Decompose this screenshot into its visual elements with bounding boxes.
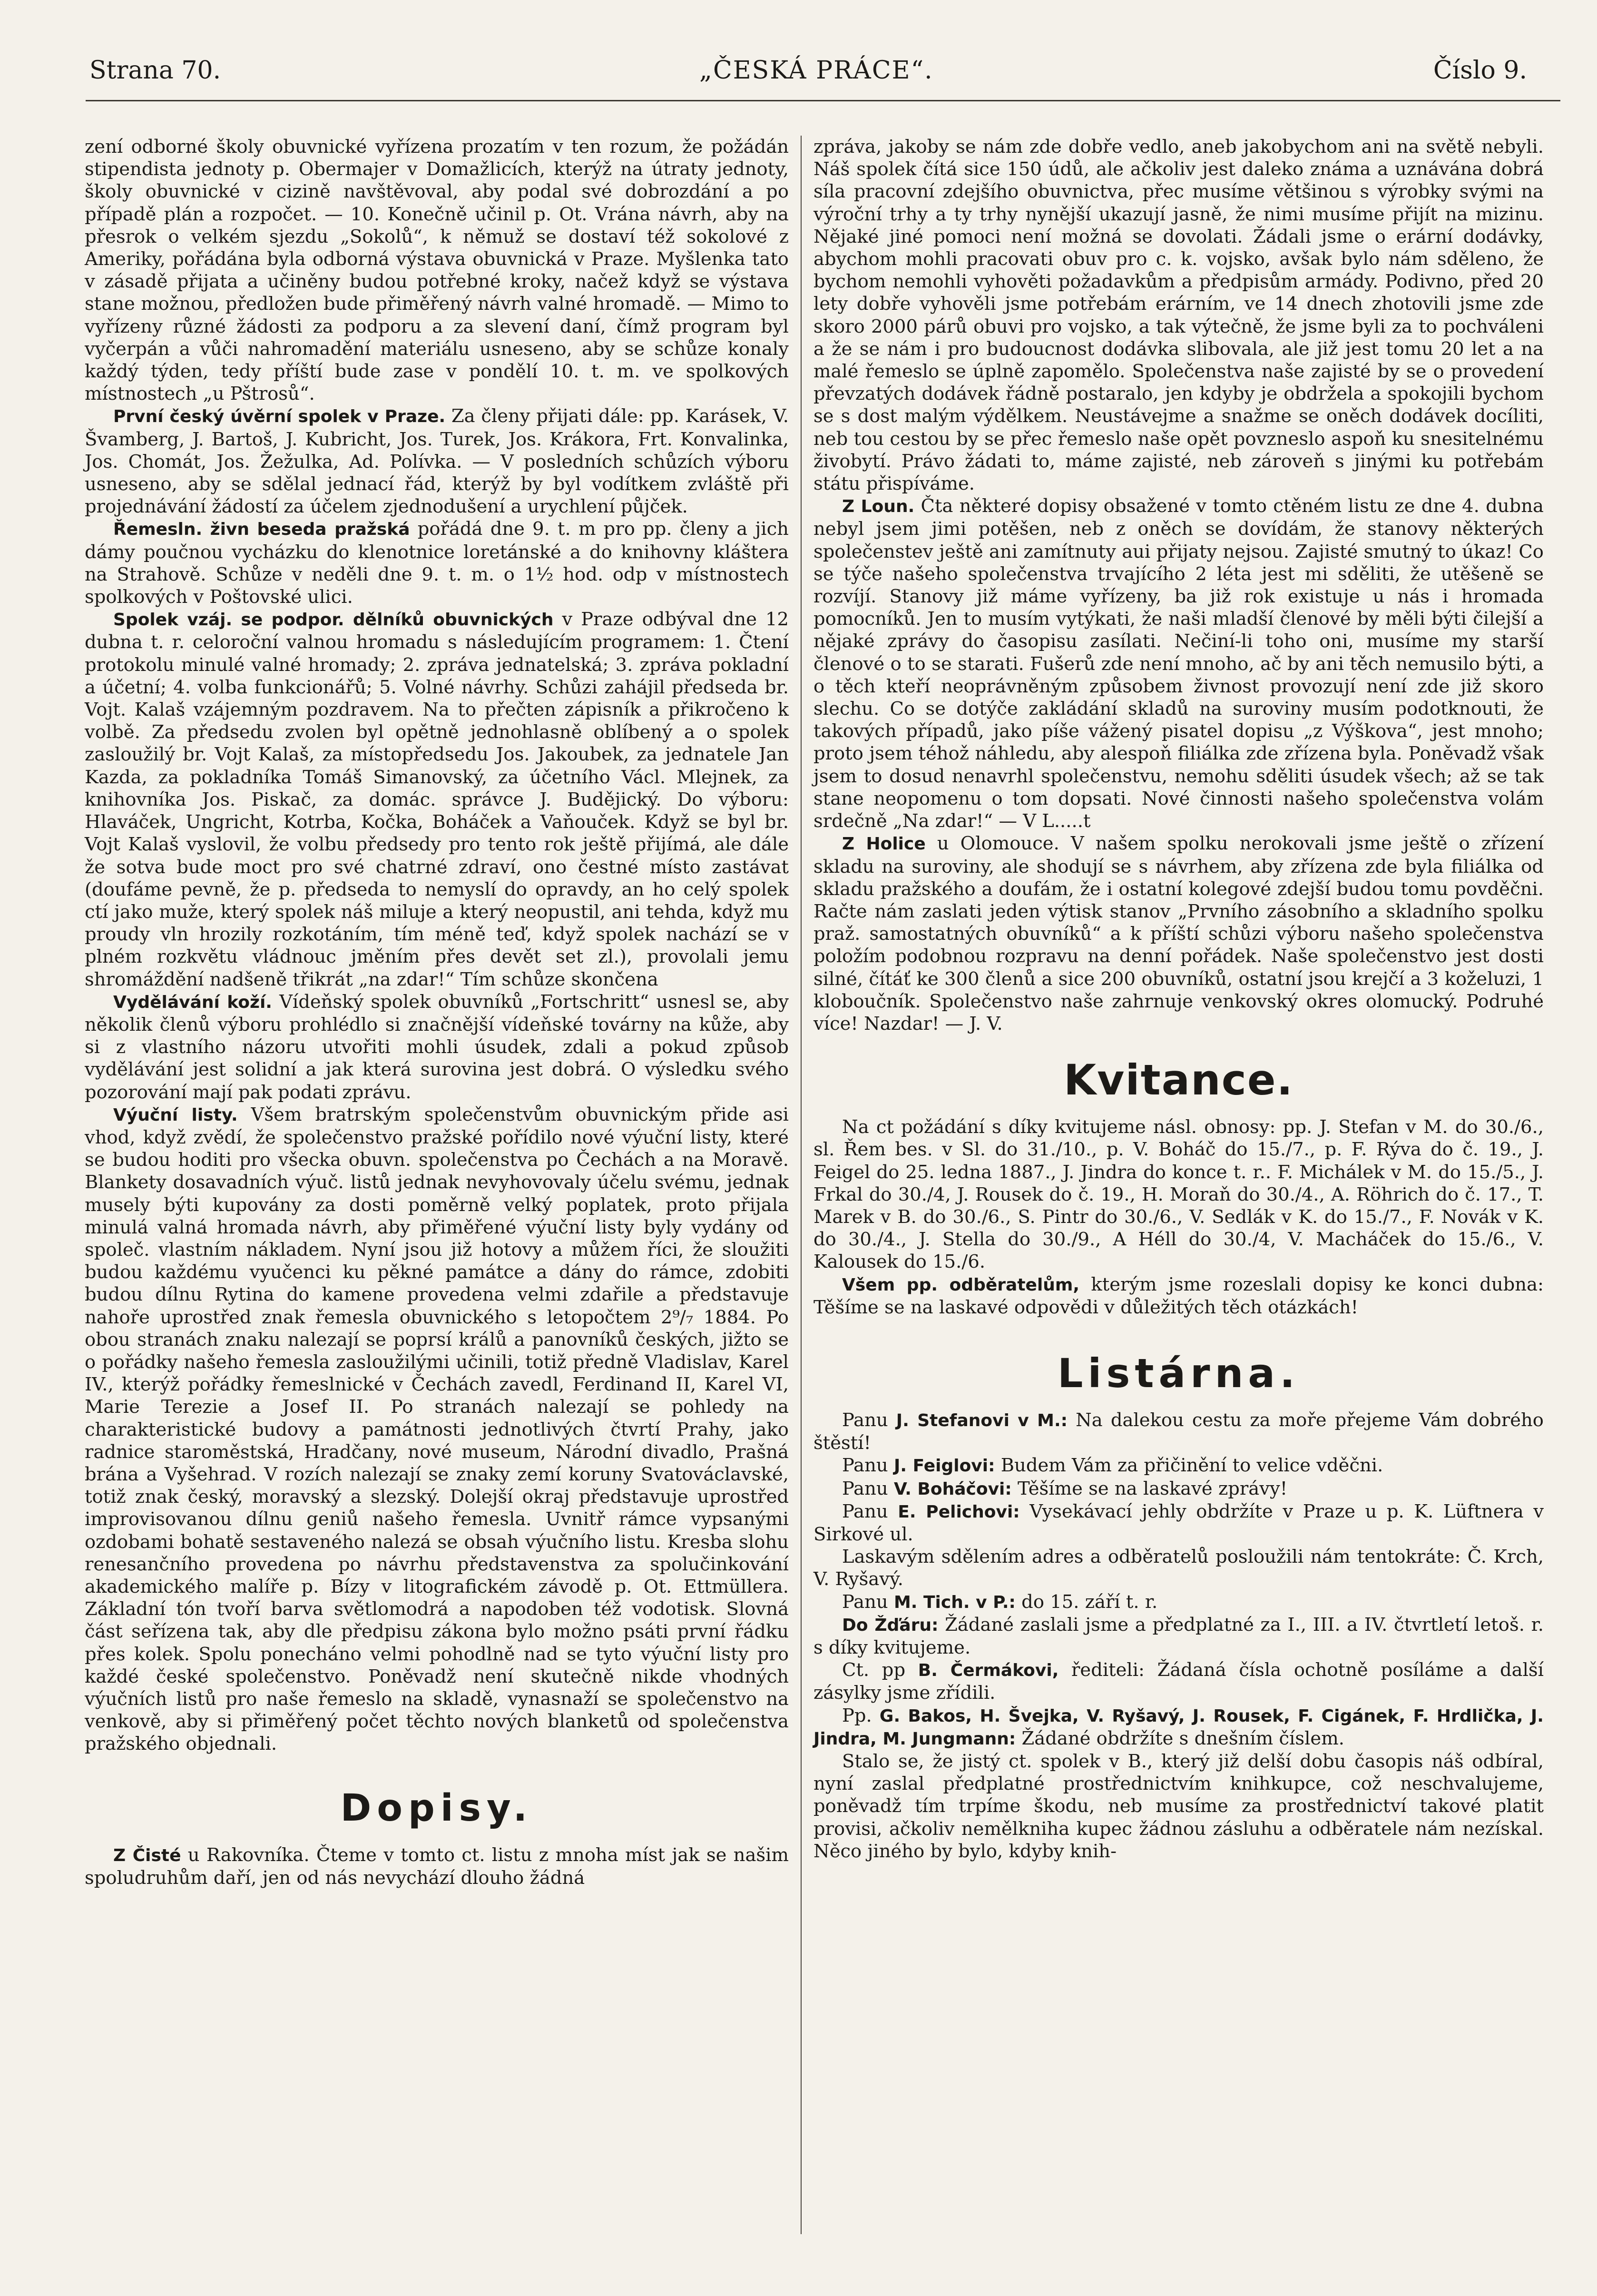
listarna-salutation: Panu <box>842 1409 896 1431</box>
listarna-recipient: G. Bakos, H. Švejka, V. Ryšavý, J. Rousek, F. Cigánek, F. Hrdlička, J. Jindra, M. Jungmann: <box>813 1706 1544 1749</box>
news-item-lead: První český úvěrní spolek v Praze. <box>113 407 446 427</box>
listarna-item: Laskavým sdělením adres a odběratelů posloužili nám tentokráte: Č. Krch, V. Ryšavý. <box>813 1546 1544 1590</box>
letter-z-loun <box>813 495 1544 832</box>
article-continuation: zení odborné školy obuvnické vyřízena prozatím v ten rozum, že požádán stipendista jednoty p. Obermajer v Domažlicích, kterýž na útraty jednoty, školy obuvnické v cizině navštěvoval, aby podal své dobrozdání a po případě plán a rozpočet. — 10. Konečně učinil p. Ot. Vrána návrh, aby na přesrok o velkém sjezdu „Sokolů“, k němuž se dostaví též sokolové z Ameriky, pořádána byla odborná výstava obuvnická v Praze. Myšlenka tato v zásadě přijata a učiněny budou potřebné kroky, načež když se výstava stane možnou, předložen bude přiměřený návrh valné hromadě. — Mimo to vyřízeny různé žádosti za podporu a za slevení daní, čímž program byl vyčerpán a vůči nahromadění materiálu usneseno, aby se schůze konaly každý týden, tedy příští bude zase v pondělí 10. t. m. ve spolkových místnostech „u Pštrosů“. <box>85 136 789 405</box>
letter-body: u Olomouce. V našem spolku nerokovali jsme ještě o zřízení skladu na suroviny, ale shodují se s návrhem, aby zřízena zde byla filiálka od skladu pražského a doufám, že i ostatní kolegové zdejší budou tomu povděčni. Račte nám zaslati jeden výtisk stanov „Prvního zásobního a skladního spolku praž. samostatných obuvníků“ a k příští schůzi výboru našeho společenstva položím podobnou rozpravu na denní pořádek. Naše společenstvo jest dosti silné, čítáť ke 300 členů a sice 200 obuvníků, ostatní jsou krejčí a 3 koželuzi, 1 kloboučník. Společenstvo naše zahrnuje venkovský okres olomucký. Podruhé více! Nazdar! — J. V. <box>813 833 1544 1035</box>
listarna-body: Žádané zaslali jsme a předplatné za I., III. a IV. čtvrtletí letoš. r. s díky kvitujeme. <box>813 1614 1544 1658</box>
news-item-vyucni-listy <box>85 1104 789 1755</box>
news-item-spolek-obuvniku <box>85 608 789 990</box>
kvitance-list: Na ct požádání s díky kvitujeme násl. obnosy: pp. J. Stefan v M. do 30./6., sl. Řem bes. v Sl. do 31./10., p. V. Boháč do 15./7., p. F. Rýva do č. 19., J. Feigel do 25. ledna 1887., J. Jindra do konce t. r.. F. Michálek v M. do 15./5., J. Frkal do 30./4, J. Rousek do č. 19., H. Moraň do 30./4., A. Röhrich do č. 17., T. Marek v B. do 30./6., S. Pintr do 30./6., V. Sedlák v K. do 15./7., F. Novák v K. do 30./4., J. Stella do 30./9., A Héll do 30./4, V. Macháček do 15./6., V. Kalousek do 15./6. <box>813 1116 1544 1273</box>
listarna-salutation: Pp. <box>842 1705 880 1726</box>
news-item-lead: Spolek vzáj. se podpor. dělníků obuvnických <box>113 610 554 630</box>
news-item-remeslna-beseda <box>85 518 789 608</box>
page-number: Strana 70. <box>89 56 221 85</box>
listarna-recipient: M. Tich. v P.: <box>893 1592 1016 1612</box>
listarna-item <box>813 1454 1544 1477</box>
section-title-dopisy: Dopisy. <box>340 1786 533 1830</box>
listarna-salutation: Panu <box>842 1455 894 1477</box>
news-item-lead: Řemesln. živn beseda pražská <box>113 520 410 540</box>
kvitance-note <box>813 1273 1544 1319</box>
kvitance-note-lead: Všem pp. odběratelům, <box>842 1275 1080 1295</box>
news-item-body: pořádá dne 9. t. m pro pp. členy a jich dámy poučnou vycházku do klenotnice loretánské a do knihovny kláštera na Strahově. Schůze v neděli dne 9. t. m. o 1½ hod. odp v místnostech spolkových v Poštovské ulici. <box>85 518 789 608</box>
listarna-item <box>813 1478 1544 1500</box>
listarna-item <box>813 1614 1544 1659</box>
letter-continuation: zpráva, jakoby se nám zde dobře vedlo, aneb jakobychom ani na světě nebyli. Náš spolek čítá sice 150 údů, ale ačkoliv jest daleko známa a uznávána dobrá síla pracovní zdejšího obuvnictva, přec musíme většinou s výrobky svými na výroční trhy a ty trhy nynější ukazují jasně, že nimi musíme přijít na mizinu. Nějaké jiné pomoci není možná se dovolati. Žádali jsme o erární dodávky, abychom mohli pracovati obuv pro c. k. vojsko, avšak bylo nám sděleno, že bychom nemohli vyhověti požadavkům a předpisům armády. Podivno, před 20 lety dobře vyhověli jsme potřebám erárním, ve 14 dnech zhotovili jsme zde skoro 2000 párů obuvi pro vojsko, a tak výtečně, že jsme byli za to pochváleni a že se nám i pro budoucnost dodávka slibovala, ale již jest tomu 20 let a na malé řemeslo se úplně zapomělo. Společenstva naše zajisté by se o provedení převzatých dodávek řádně postaralo, jen kdyby je obdržela a spokojili bychom se s dost malým výdělkem. Neustávejme a snažme se oněch dodávek docíliti, neb tou cestou by se přec řemeslo naše opět povzneslo aspoň ku snesitelnému živobytí. Právo žádati to, máme zajisté, neb zároveň s jinými ku potřebám státu přispíváme. <box>813 136 1544 495</box>
news-item-vydelavani-kozi <box>85 991 789 1104</box>
listarna-item <box>813 1409 1544 1454</box>
right-column <box>813 136 1544 1862</box>
letter-z-holice <box>813 832 1544 1035</box>
letter-lead: Z Holice <box>842 834 926 854</box>
listarna-body: řediteli: Žádaná čísla ochotně posíláme a další zásylky jsme zřídili. <box>813 1659 1544 1704</box>
listarna-item <box>813 1659 1544 1704</box>
section-title-kvitance: Kvitance. <box>1063 1055 1294 1105</box>
listarna-item <box>813 1500 1544 1546</box>
listarna-recipient: B. Čermákovi, <box>918 1661 1059 1681</box>
letter-z-ciste <box>85 1844 789 1889</box>
news-item-body: Všem bratrským společenstvům obuvnickým přide asi vhod, když zvědí, že společenstvo pražské pořídilo nové výuční listy, které se budou hoditi pro všecka obuvn. společenstva po Čechách a na Moravě. Blankety dosavadních výuč. listů jednak nevyhovovaly účelu svému, jednak musely býti kupovány za dosti poměrně velký poplatek, proto přijala minulá valná hromada návrh, aby přiměřené výuční listy byly vydány od společ. vlastním nákladem. Nyní jsou již hotovy a můžem říci, že sloužiti budou každému vyučenci ku pěkné památce a dány do rámce, zdobiti budou dílnu Rytina do kamene provedena velmi zdařile a představuje nahoře uprostřed znak řemesla obuvnického s letopočtem 2⁹/₇ 1884. Po obou stranách znaku nalezají se poprsí králů a panovníků českých, jižto se o pořádky našeho řemesla zasloužilými učinili, totiž předně Vladislav, Karel IV., kterýž pořádky řemeslnické v Čechách zavedl, Ferdinand II, Karel VI, Marie Terezie a Josef II. Po stranách nalezají se pohledy na charakteristické budovy a památnosti jednotlivých čtvrtí Prahy, jako radnice staroměstská, Hradčany, nové museum, Národní divadlo, Prašná brána a Vyšehrad. V rozích nalezají se znaky zemí koruny Svatováclavské, totiž znak český, moravský a slezský. Dolejší okraj představuje uprostřed improvisovanou dílnu geniů našeho řemesla. Uvnitř rámce vypsanými ozdobami bohatě sestaveného nalezá se obsah výučního listu. Kresba slohu renesančního provedena po návrhu představenstva za spolučinkování akademického malíře p. Bízy v litografickém závodě p. Ot. Ettmüllera. Základní tón tvoří barva světlomodrá a napodoben též vodotisk. Slovná část seřízena tak, aby dle předpisu zákona bylo možno psáti první řádku přes kolek. Spolu ponecháno velmi pohodlně nad se tyto výuční listy pro každé české společenstvo. Poněvadž není skutečně nikde vhodných výučních listů pro naše řemeslo na skladě, vynasnaží se společenstvo na venkově, aby si přiměřený počet těchto nových blanketů od společenstva pražského objednali. <box>85 1104 789 1755</box>
listarna-item: Stalo se, že jistý ct. spolek v B., který již delší dobu časopis náš odbíral, nyní zaslal předplatné prostřednictvím knihkupce, což neschvalujeme, poněvadž tím trpíme škodu, neb musíme za prostřednictví takové platit provisi, ačkoliv nemělkniha kupec žádnou zásluhu a odběratele nám nezískal. Něco jiného by bylo, kdyby knih- <box>813 1751 1544 1862</box>
letter-lead: Z Loun. <box>842 497 915 517</box>
news-item-body: Za členy přijati dále: pp. Karásek, V. Švamberg, J. Bartoš, J. Kubricht, Jos. Turek, Jos. Krákora, Frt. Konvalinka, Jos. Chomát, Jos. Žežulka, Ad. Polívka. — V posledních schůzích výboru usneseno, aby se sdělal jednací řád, kterýž by byl vodítkem zvláště při projednávání žádostí za účelem zjednodušení a urychlení půjček. <box>85 405 789 518</box>
header-rule <box>86 100 1560 101</box>
listarna-recipient: J. Feiglovi: <box>893 1456 995 1476</box>
listarna-item <box>813 1705 1544 1750</box>
listarna-salutation: Panu <box>842 1591 894 1613</box>
letter-body: u Rakovníka. Čteme v tomto ct. listu z mnoha míst jak se našim spoludruhům daří, jen od nás nevychází dlouho žádná <box>85 1844 789 1889</box>
kvitance-note-body: kterým jsme rozeslali dopisy ke konci dubna: Těšíme se na laskavé odpovědi v důležitých těch otázkách! <box>813 1273 1544 1318</box>
listarna-body: Vysekávací jehly obdržíte v Praze u p. K. Lüftnera v Sirkové ul. <box>813 1500 1544 1545</box>
listarna-recipient: Do Žďáru: <box>842 1615 939 1635</box>
page-header <box>86 56 1527 94</box>
news-item-lead: Výuční listy. <box>113 1105 238 1125</box>
listarna-body: Žádané obdržíte s dnešním číslem. <box>1016 1727 1344 1749</box>
news-item-body: v Praze odbýval dne 12 dubna t. r. celoroční valnou hromadu s následujícím programem: 1. Čtení protokolu minulé valné hromady; 2. zpráva jednatelská; 3. zpráva pokladní a účetní; 4. volba funkcionářů; 5. Volné návrhy. Schůzi zahájil předseda br. Vojt. Kalaš vzájemným pozdravem. Na to přečten zápisník a přikročeno k volbě. Za předsedu zvolen byl opětně jednohlasně oblíbený a o spolek zasloužilý br. Vojt Kalaš, za místopředsedu Jos. Jakoubek, za jednatele Jan Kazda, za pokladníka Tomáš Simanovský, za účetního Václ. Mlejnek, za knihovníka Jos. Piskač, za domác. správce J. Budějický. Do výboru: Hlaváček, Ungricht, Kotrba, Kočka, Boháček a Vaňouček. Když se byl br. Vojt Kalaš vyslovil, že volbu předsedy pro tento rok ještě přijímá, ale dále že sotva bude moct pro své chatrné zdraví, ono čestné místo zastávat (doufáme pevně, že p. předseda to nemyslí do opravdy, an ho celý spolek ctí jako muže, který spolek náš miluje a který neopustil, ani tehda, když mu proudy vln hrozily rozkotáním, tím méně teď, když spolek nachází se v plném rozkvětu vládnouc jměním přes devět set zl.), provolali jemu shromáždění nadšeně třikrát „na zdar!“ Tím schůze skončena <box>85 609 789 990</box>
news-item-lead: Vydělávání koží. <box>113 992 272 1012</box>
listarna-salutation: Panu <box>842 1478 894 1499</box>
listarna-body: do 15. září t. r. <box>1015 1591 1158 1613</box>
listarna-recipient: V. Boháčovi: <box>893 1479 1012 1499</box>
listarna-body: Budem Vám za přičinění to velice vděčni. <box>995 1455 1383 1477</box>
listarna-recipient: J. Stefanovi v M.: <box>896 1410 1068 1430</box>
listarna-recipient: E. Pelichovi: <box>898 1502 1020 1522</box>
letter-body: Čta některé dopisy obsažené v tomto ctěném listu ze dne 4. dubna nebyl jsem jimi potěšen, neb z oněch se dovídám, že stanovy některých společenstev ještě ani zamítnuty aui přijaty nejsou. Zajisté smutný to úkaz! Co se týče našeho společenstva trvajícího 2 léta jest mi sděliti, že utěšeně se rozvíjí. Stanovy již máme vyřízeny, ba již rok existuje u nás i hromada pomocníků. Jen to musím vytýkati, že naši mladší členové by měli býti čilejší a nějaké zprávy do časopisu zasílati. Nečiní-li toho oni, musíme my starší členové o to se starati. Fušerů zde není mnoho, ač by ani těch nemusilo býti, a o těch kteří neoprávněným způsobem živnost provozují není zde již skoro slechu. Co se dotýče zakládání skladů na suroviny musím podotknouti, že takových případů, jako píše vážený pisatel dopisu „z Výškova“, jest mnoho; proto jsem téhož náhledu, aby alespoň filiálka zde zřízena byla. Poněvadž však jsem to dosud nenavrhl společenstvu, nemohu sděliti úsudek všech; až se tak stane neopomenu o tom dopsati. Nové činnosti našeho společenstva volám srdečně „Na zdar!“ — V L.....t <box>813 495 1544 832</box>
column-divider <box>801 136 802 2234</box>
listarna-salutation: Ct. pp <box>842 1659 918 1681</box>
publication-title: „ČESKÁ PRÁCE“. <box>699 56 933 85</box>
letter-lead: Z Čisté <box>113 1845 181 1865</box>
listarna-salutation: Panu <box>842 1500 898 1522</box>
issue-number: Číslo 9. <box>1433 56 1527 85</box>
listarna-body: Těšíme se na laskavé zprávy! <box>1011 1478 1288 1499</box>
listarna-item <box>813 1591 1544 1614</box>
left-column <box>85 136 789 1889</box>
listarna-body: Na dalekou cestu za moře přejeme Vám dobrého štěstí! <box>813 1409 1544 1454</box>
section-title-listarna: Listárna. <box>1058 1350 1300 1397</box>
news-item-uverni-spolek <box>85 405 789 518</box>
news-item-body: Vídeňský spolek obuvníků „Fortschritt“ usnesl se, aby několik členů výboru prohlédlo si značnější vídeňské továrny na kůže, aby si z vlastního názoru utvořiti mohli úsudek, zdali a pokud způsob vydělávání jest solidní a jak která surovina jest dobrá. O výsledku svého pozorování mají pak podati zprávu. <box>85 991 789 1103</box>
